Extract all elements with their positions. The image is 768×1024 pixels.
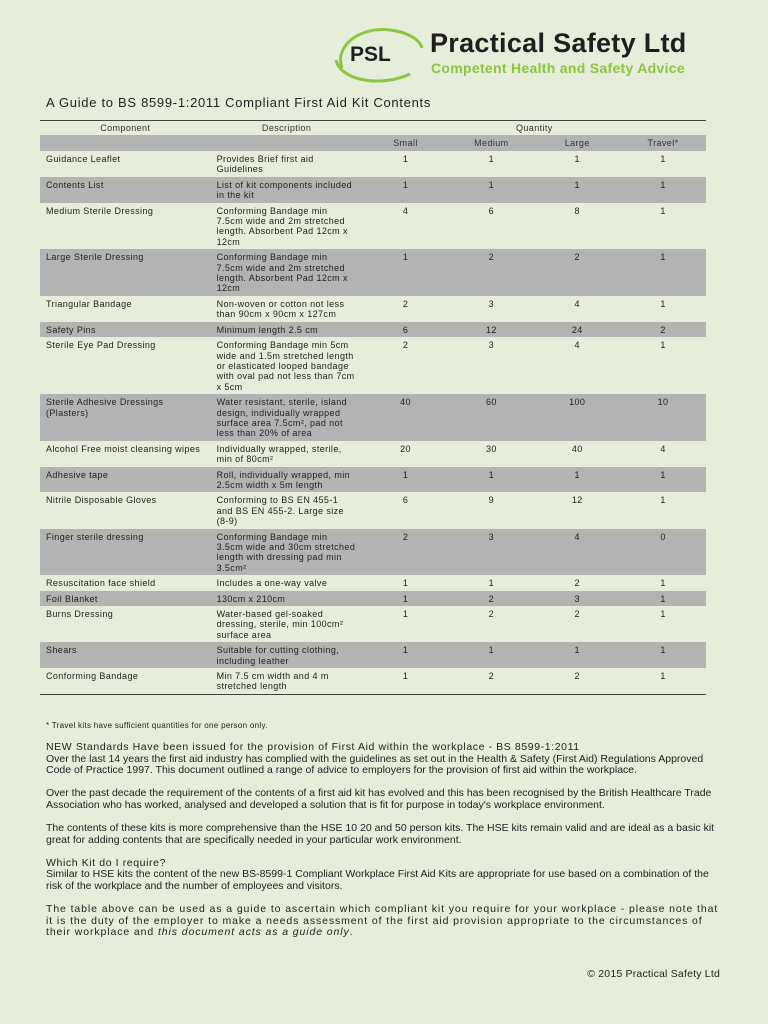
cell-qty-small: 1: [363, 151, 449, 177]
table-subheader-row: [40, 135, 706, 151]
cell-qty-medium: 2: [448, 668, 534, 694]
which-kit-heading: Which Kit do I require?: [46, 856, 167, 869]
cell-qty-medium: 1: [448, 151, 534, 177]
cell-qty-travel: 1: [620, 151, 706, 177]
cell-qty-large: 24: [534, 322, 620, 337]
header-large: Large: [534, 135, 620, 151]
cell-component: Safety Pins: [40, 322, 211, 337]
cell-description: Conforming Bandage min 3.5cm wide and 30cm stretched length with dressing pad min 3.5cm²: [211, 529, 363, 576]
copyright: © 2015 Practical Safety Ltd: [587, 968, 720, 980]
cell-qty-small: 6: [363, 322, 449, 337]
table-row: [40, 337, 706, 394]
cell-description: Water resistant, sterile, island design, individually wrapped surface area 7.5cm², pad not less than 20% of area: [211, 394, 363, 441]
cell-qty-small: 2: [363, 337, 449, 394]
cell-qty-medium: 60: [448, 394, 534, 441]
header-travel: Travel*: [620, 135, 706, 151]
cell-qty-large: 2: [534, 606, 620, 642]
cell-qty-medium: 2: [448, 591, 534, 606]
header-small: Small: [363, 135, 449, 151]
table-row: [40, 296, 706, 322]
cell-component: Sterile Eye Pad Dressing: [40, 337, 211, 394]
cell-qty-large: 2: [534, 249, 620, 296]
cell-description: List of kit components included in the kit: [211, 177, 363, 203]
cell-qty-travel: 0: [620, 529, 706, 576]
table-row: [40, 668, 706, 694]
cell-qty-large: 3: [534, 591, 620, 606]
cell-qty-travel: 1: [620, 467, 706, 493]
cell-component: Alcohol Free moist cleansing wipes: [40, 441, 211, 467]
cell-qty-medium: 9: [448, 492, 534, 528]
cell-component: Foil Blanket: [40, 591, 211, 606]
cell-qty-large: 1: [534, 642, 620, 668]
table-row: [40, 529, 706, 576]
cell-qty-large: 4: [534, 296, 620, 322]
cell-component: Finger sterile dressing: [40, 529, 211, 576]
paragraph-text: The contents of these kits is more comprehensive than the HSE 10 20 and 50 person kits. The HSE kits remain valid and are ideal as a basic kit great for adding contents that are specifically needed in your particular work environment.: [46, 821, 715, 846]
cell-qty-travel: 10: [620, 394, 706, 441]
cell-description: Non-woven or cotton not less than 90cm x 90cm x 127cm: [211, 296, 363, 322]
cell-qty-travel: 1: [620, 668, 706, 694]
subheader-blank: [211, 135, 363, 151]
table-row: [40, 394, 706, 441]
paragraph-emphasis: this document acts as a guide only: [157, 926, 350, 939]
table-row: [40, 591, 706, 606]
cell-qty-travel: 1: [620, 249, 706, 296]
cell-qty-large: 1: [534, 151, 620, 177]
document-title: A Guide to BS 8599-1:2011 Compliant First Aid Kit Contents: [46, 95, 432, 110]
cell-description: Suitable for cutting clothing, including leather: [211, 642, 363, 668]
cell-qty-medium: 6: [448, 203, 534, 250]
cell-qty-small: 1: [363, 642, 449, 668]
table-row: [40, 322, 706, 337]
cell-description: Conforming Bandage min 5cm wide and 1.5m stretched length or elasticated looped bandage with oval pad not less than 7cm x 5cm: [211, 337, 363, 394]
psl-logo-icon: [330, 24, 426, 88]
cell-component: Large Sterile Dressing: [40, 249, 211, 296]
company-logo: [330, 24, 720, 94]
cell-qty-travel: 1: [620, 606, 706, 642]
body-text: [46, 742, 724, 950]
cell-description: Provides Brief first aid Guidelines: [211, 151, 363, 177]
cell-qty-small: 2: [363, 529, 449, 576]
cell-qty-small: 4: [363, 203, 449, 250]
cell-qty-small: 20: [363, 441, 449, 467]
paragraph-guide: [46, 904, 724, 939]
paragraph-text: Over the last 14 years the first aid industry has complied with the guidelines as set out in the Health & Safety (First Aid) Regulations Approved Code of Practice 1997. This document outlined a range of advice to employers for the provision of first aid within the workplace.: [46, 752, 704, 777]
cell-qty-medium: 3: [448, 296, 534, 322]
cell-component: Conforming Bandage: [40, 668, 211, 694]
cell-description: Conforming Bandage min 7.5cm wide and 2m stretched length. Absorbent Pad 12cm x 12cm: [211, 249, 363, 296]
cell-qty-large: 4: [534, 529, 620, 576]
cell-qty-travel: 1: [620, 203, 706, 250]
cell-description: Water-based gel-soaked dressing, sterile, min 100cm² surface area: [211, 606, 363, 642]
table-row: [40, 606, 706, 642]
header-quantity: Quantity: [363, 121, 706, 136]
table-row: [40, 575, 706, 590]
paragraph-text: Similar to HSE kits the content of the new BS-8599-1 Compliant Workplace First Aid Kits are appropriate for use based on a combination of the risk of the workplace and the number of employees and visitors.: [46, 868, 709, 892]
paragraph-end: .: [349, 926, 354, 939]
table-row: [40, 249, 706, 296]
cell-description: Individually wrapped, sterile, min of 80cm²: [211, 441, 363, 467]
cell-qty-medium: 2: [448, 249, 534, 296]
paragraph-text: Over the past decade the requirement of the contents of a first aid kit has evolved and this has been recognised by the British Healthcare Trade Association who has worked, analysed and developed a solution that is fit for purpose in today's workplace environment.: [46, 787, 712, 811]
cell-qty-large: 2: [534, 575, 620, 590]
header-component: Component: [40, 121, 211, 136]
company-name: Practical Safety Ltd: [430, 28, 687, 58]
cell-qty-travel: 1: [620, 575, 706, 590]
cell-qty-travel: 1: [620, 642, 706, 668]
cell-qty-travel: 1: [620, 296, 706, 322]
cell-description: Minimum length 2.5 cm: [211, 322, 363, 337]
cell-qty-small: 1: [363, 668, 449, 694]
cell-qty-small: 40: [363, 394, 449, 441]
cell-qty-medium: 1: [448, 575, 534, 590]
table-row: [40, 203, 706, 250]
cell-qty-large: 12: [534, 492, 620, 528]
header-medium: Medium: [448, 135, 534, 151]
cell-qty-medium: 30: [448, 441, 534, 467]
cell-qty-large: 1: [534, 177, 620, 203]
cell-qty-small: 1: [363, 249, 449, 296]
table-row: [40, 492, 706, 528]
cell-qty-travel: 4: [620, 441, 706, 467]
table-row: [40, 467, 706, 493]
cell-qty-small: 1: [363, 591, 449, 606]
cell-qty-small: 1: [363, 606, 449, 642]
cell-component: Sterile Adhesive Dressings (Plasters): [40, 394, 211, 441]
cell-qty-travel: 1: [620, 591, 706, 606]
table-header-row: [40, 121, 706, 136]
cell-component: Adhesive tape: [40, 467, 211, 493]
cell-component: Medium Sterile Dressing: [40, 203, 211, 250]
cell-qty-medium: 2: [448, 606, 534, 642]
cell-description: Conforming to BS EN 455-1 and BS EN 455-2. Large size (8-9): [211, 492, 363, 528]
paragraph-hse: [46, 823, 724, 846]
cell-qty-travel: 1: [620, 492, 706, 528]
cell-component: Contents List: [40, 177, 211, 203]
cell-qty-medium: 1: [448, 177, 534, 203]
cell-component: Burns Dressing: [40, 606, 211, 642]
cell-qty-medium: 1: [448, 642, 534, 668]
table-row: [40, 177, 706, 203]
cell-qty-medium: 1: [448, 467, 534, 493]
cell-description: Conforming Bandage min 7.5cm wide and 2m stretched length. Absorbent Pad 12cm x 12cm: [211, 203, 363, 250]
cell-component: Nitrile Disposable Gloves: [40, 492, 211, 528]
cell-qty-small: 6: [363, 492, 449, 528]
cell-qty-large: 4: [534, 337, 620, 394]
cell-description: Roll, individually wrapped, min 2.5cm width x 5m length: [211, 467, 363, 493]
cell-component: Guidance Leaflet: [40, 151, 211, 177]
cell-qty-travel: 1: [620, 177, 706, 203]
first-aid-kit-table: [40, 120, 706, 695]
cell-qty-large: 8: [534, 203, 620, 250]
paragraph-standards: [46, 742, 724, 777]
cell-component: Triangular Bandage: [40, 296, 211, 322]
cell-qty-large: 40: [534, 441, 620, 467]
cell-qty-large: 2: [534, 668, 620, 694]
cell-qty-travel: 1: [620, 337, 706, 394]
company-tagline: Competent Health and Safety Advice: [431, 60, 685, 76]
paragraph-which-kit: [46, 858, 724, 893]
standards-heading: NEW Standards Have been issued for the provision of First Aid within the workplace - BS 8599-1:2011: [46, 741, 580, 753]
cell-qty-large: 100: [534, 394, 620, 441]
cell-qty-travel: 2: [620, 322, 706, 337]
cell-qty-small: 1: [363, 575, 449, 590]
header-description: Description: [211, 121, 363, 136]
cell-qty-small: 2: [363, 296, 449, 322]
cell-description: 130cm x 210cm: [211, 591, 363, 606]
table-row: [40, 642, 706, 668]
paragraph-text: The table above can be used as a guide to ascertain which compliant kit you require for your workplace - please note that it is the duty of the employer to make a needs assessment of the first aid provision appropriate to the circumstances of their workplace and: [46, 902, 719, 939]
cell-qty-medium: 3: [448, 337, 534, 394]
cell-component: Resuscitation face shield: [40, 575, 211, 590]
cell-description: Includes a one-way valve: [211, 575, 363, 590]
cell-component: Shears: [40, 642, 211, 668]
cell-qty-small: 1: [363, 467, 449, 493]
cell-qty-large: 1: [534, 467, 620, 493]
logo-text: PSL: [350, 43, 391, 66]
table-row: [40, 441, 706, 467]
subheader-blank: [40, 135, 211, 151]
paragraph-evolution: [46, 788, 724, 811]
table-row: [40, 151, 706, 177]
cell-qty-medium: 12: [448, 322, 534, 337]
travel-footnote: * Travel kits have sufficient quantities for one person only.: [46, 721, 268, 730]
cell-qty-small: 1: [363, 177, 449, 203]
cell-description: Min 7.5 cm width and 4 m stretched length: [211, 668, 363, 694]
cell-qty-medium: 3: [448, 529, 534, 576]
